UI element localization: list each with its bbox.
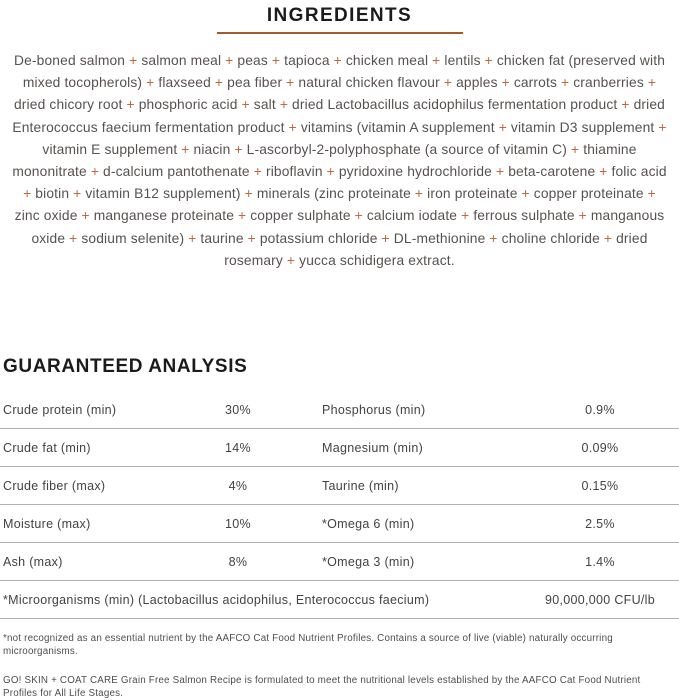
plus-separator: + bbox=[275, 97, 293, 113]
plus-separator: + bbox=[410, 186, 428, 202]
analysis-row bbox=[0, 429, 679, 467]
plus-separator: + bbox=[595, 164, 612, 180]
plus-separator: + bbox=[557, 75, 574, 91]
analysis-label: Phosphorus (min) bbox=[322, 402, 426, 417]
plus-separator: + bbox=[494, 119, 511, 135]
footnote-aafco-microorganisms: *not recognized as an essential nutrient by the AAFCO Cat Food Nutrient Profiles. Contains a source of live (viable) naturally occurring microorganisms. bbox=[3, 633, 613, 657]
analysis-value: 0.15% bbox=[581, 478, 619, 493]
analysis-value: 8% bbox=[228, 554, 248, 569]
analysis-row bbox=[0, 467, 679, 505]
analysis-value: 30% bbox=[225, 402, 251, 417]
plus-separator: + bbox=[654, 119, 667, 135]
plus-separator: + bbox=[322, 164, 339, 180]
plus-separator: + bbox=[497, 75, 514, 91]
plus-separator: + bbox=[329, 53, 346, 68]
plus-separator: + bbox=[77, 208, 94, 224]
plus-separator: + bbox=[574, 208, 591, 224]
analysis-label: *Omega 6 (min) bbox=[322, 516, 415, 531]
analysis-value: 14% bbox=[225, 440, 251, 455]
microorganisms-label: *Microorganisms (min) (Lactobacillus acidophilus, Enterococcus faecium) bbox=[3, 592, 430, 607]
plus-separator: + bbox=[230, 141, 247, 157]
plus-separator: + bbox=[617, 97, 634, 113]
analysis-row bbox=[0, 543, 679, 581]
analysis-value: 2.5% bbox=[585, 516, 615, 531]
plus-separator: + bbox=[282, 252, 300, 268]
plus-separator: + bbox=[69, 186, 86, 202]
plus-separator: + bbox=[249, 164, 266, 180]
analysis-value: 1.4% bbox=[585, 554, 615, 569]
analysis-label: Crude fiber (max) bbox=[3, 478, 106, 493]
footnote-nutritional-adequacy: GO! SKIN + COAT CARE Grain Free Salmon Recipe is formulated to meet the nutritional levels established by the AAFCO Cat Food Nutrient Profiles for All Life Stages. bbox=[3, 675, 641, 699]
analysis-row bbox=[0, 391, 679, 429]
plus-separator: + bbox=[122, 97, 139, 113]
analysis-label: Magnesium (min) bbox=[322, 440, 424, 455]
plus-separator: + bbox=[267, 53, 285, 68]
analysis-label: *Omega 3 (min) bbox=[322, 554, 415, 569]
plus-separator: + bbox=[234, 208, 251, 224]
plus-separator: + bbox=[485, 230, 502, 246]
plus-separator: + bbox=[86, 164, 104, 180]
plus-separator: + bbox=[350, 208, 367, 224]
plus-separator: + bbox=[210, 75, 228, 91]
guaranteed-analysis-title: GUARANTEED ANALYSIS bbox=[3, 356, 248, 377]
analysis-label: Crude fat (min) bbox=[3, 440, 91, 455]
plus-separator: + bbox=[567, 141, 584, 157]
plus-separator: + bbox=[65, 230, 82, 246]
plus-separator: + bbox=[492, 164, 509, 180]
plus-separator: + bbox=[282, 75, 299, 91]
plus-separator: + bbox=[243, 230, 260, 246]
analysis-label: Moisture (max) bbox=[3, 516, 91, 531]
title-underline bbox=[217, 32, 463, 34]
microorganisms-row bbox=[0, 581, 679, 619]
plus-separator: + bbox=[221, 53, 238, 68]
plus-separator: + bbox=[23, 186, 36, 202]
plus-separator: + bbox=[517, 186, 534, 202]
plus-separator: + bbox=[184, 230, 201, 246]
plus-separator: + bbox=[480, 53, 497, 68]
plus-separator: + bbox=[377, 230, 394, 246]
microorganisms-value: 90,000,000 CFU/lb bbox=[544, 592, 656, 607]
analysis-value: 4% bbox=[228, 478, 248, 493]
ingredients-paragraph: De-boned salmon + salmon meal + peas + tapioca + chicken meal + lentils + chicken fat (preserved with mixed tocopherols) + flaxseed + pea fiber + natural chicken flavour + apples + carrots + cranberries + dried chicory root + phosphoric acid + salt + dried Lactobacillus acidophilus fermentation product + dried Enterococcus faecium fermentation product + vitamins (vitamin A supplement + vitamin D3 supplement + vitamin E supplement + niacin + L-ascorbyl-2-polyphosphate (a source of vitamin C) + thiamine mononitrate + d-calcium pantothenate + riboflavin + pyridoxine hydrochloride + beta-carotene + folic acid + biotin + vitamin B12 supplement) + minerals (zinc proteinate + iron proteinate + copper proteinate + zinc oxide + manganese proteinate + copper sulphate + calcium iodate + ferrous sulphate + manganous oxide + sodium selenite) + taurine + potassium chloride + DL-methionine + choline chloride + dried rosemary + yucca schidigera extract. bbox=[12, 53, 667, 268]
analysis-value: 10% bbox=[225, 516, 251, 531]
analysis-label: Crude protein (min) bbox=[3, 402, 117, 417]
guaranteed-analysis-table bbox=[0, 391, 679, 581]
analysis-label: Taurine (min) bbox=[322, 478, 399, 493]
analysis-label: Ash (max) bbox=[3, 554, 63, 569]
plus-separator: + bbox=[599, 230, 617, 246]
plus-separator: + bbox=[457, 208, 474, 224]
analysis-row bbox=[0, 505, 679, 543]
ingredients-title: INGREDIENTS bbox=[266, 5, 413, 26]
plus-separator: + bbox=[643, 186, 656, 202]
ingredients-section bbox=[0, 50, 679, 268]
plus-separator: + bbox=[439, 75, 457, 91]
plus-separator: + bbox=[240, 186, 257, 202]
plus-separator: + bbox=[428, 53, 445, 68]
plus-separator: + bbox=[125, 53, 142, 68]
plus-separator: + bbox=[643, 75, 657, 91]
plus-separator: + bbox=[284, 119, 301, 135]
analysis-value: 0.9% bbox=[585, 402, 615, 417]
analysis-value: 0.09% bbox=[581, 440, 619, 455]
plus-separator: + bbox=[237, 97, 254, 113]
plus-separator: + bbox=[142, 75, 159, 91]
plus-separator: + bbox=[177, 141, 194, 157]
